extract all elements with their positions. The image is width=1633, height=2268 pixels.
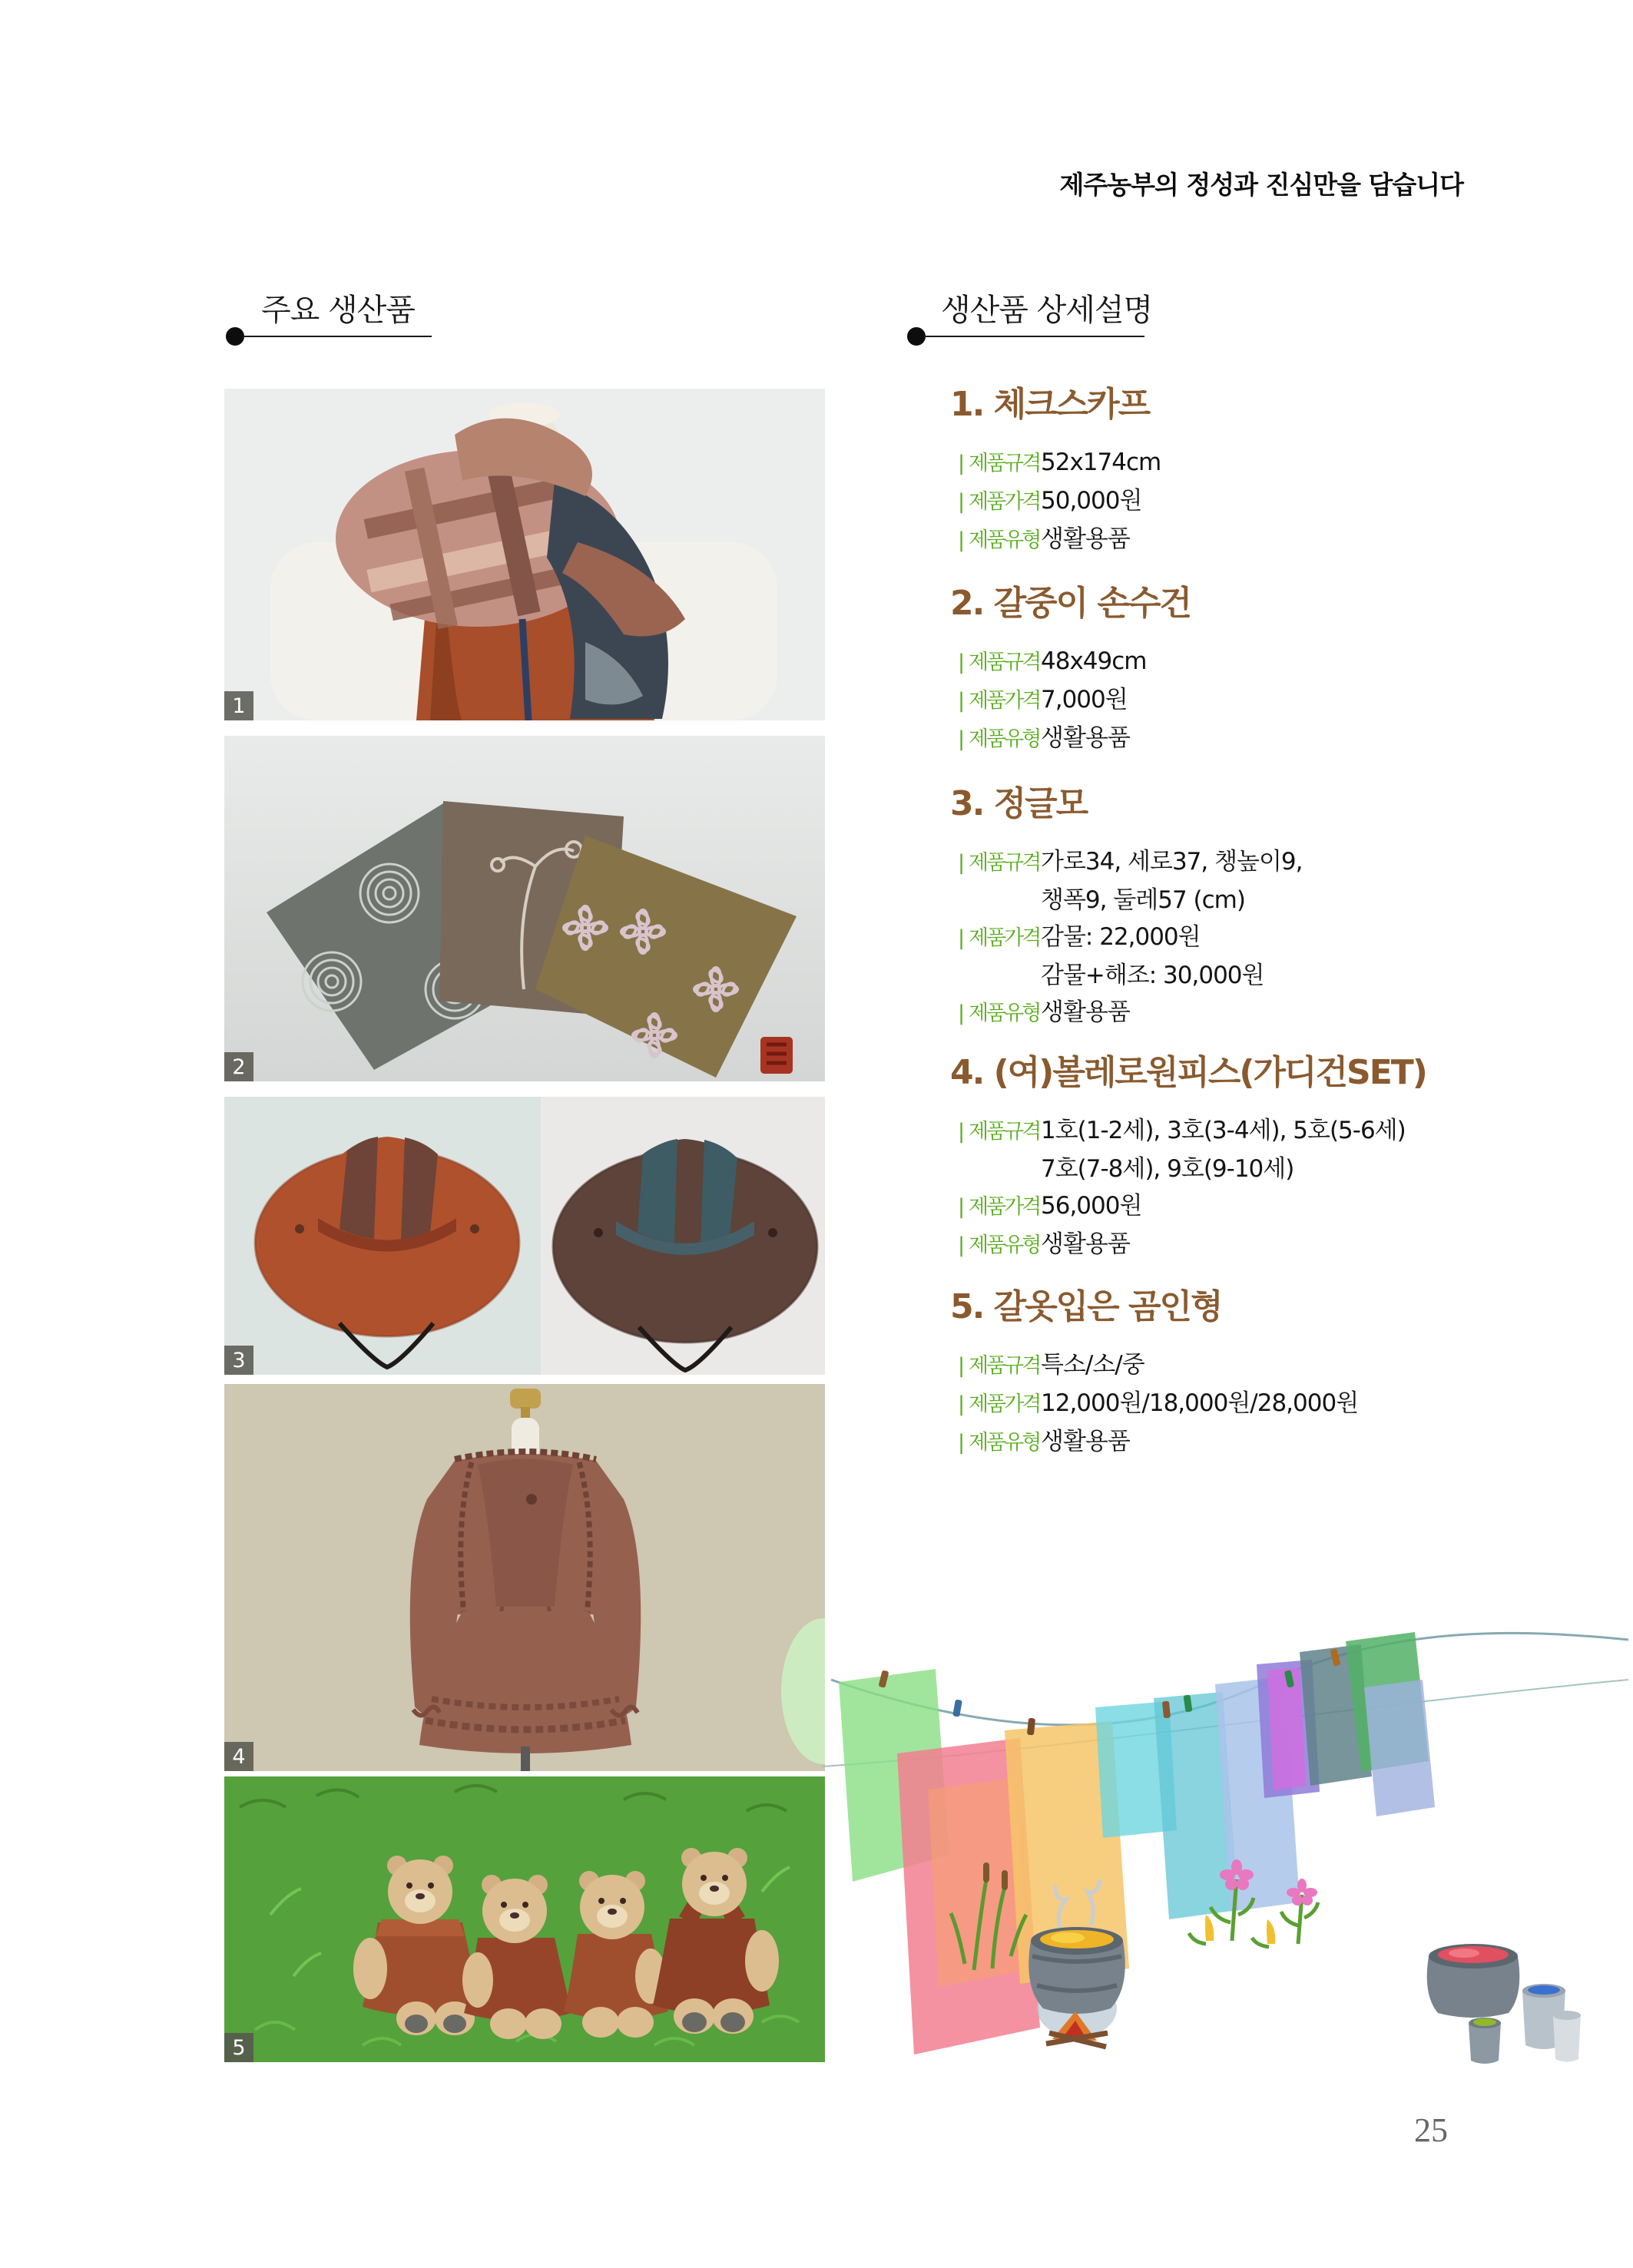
row-bar: | xyxy=(958,1431,966,1455)
page-number: 25 xyxy=(1414,2111,1448,2149)
row-label: 제품유형 xyxy=(969,1002,1040,1025)
row-value: 생활용품 xyxy=(1041,1230,1130,1258)
row-bar: | xyxy=(958,1354,966,1378)
section-rule xyxy=(243,336,432,337)
row-label: 제품가격 xyxy=(969,926,1040,950)
hats-photo-art xyxy=(224,1097,825,1375)
row-label: 제품유형 xyxy=(969,528,1040,552)
price-row xyxy=(950,1187,1626,1226)
photo-number-badge: 1 xyxy=(224,691,253,720)
section-bullet-icon xyxy=(226,327,244,346)
spec-row xyxy=(950,643,1626,681)
row-value: 생활용품 xyxy=(1041,525,1130,553)
row-value: 가로34, 세로37, 챙높이9, xyxy=(1041,848,1303,876)
type-row xyxy=(950,521,1626,559)
spec-row xyxy=(950,1346,1626,1385)
clothesline-art xyxy=(822,1609,1633,2064)
price-row xyxy=(950,1385,1626,1423)
dress-photo-art xyxy=(224,1384,825,1771)
row-value: 생활용품 xyxy=(1041,724,1130,752)
photo-number-badge: 3 xyxy=(224,1346,253,1375)
spec-row xyxy=(950,444,1626,482)
row-bar: | xyxy=(958,1195,966,1219)
row-label: 제품가격 xyxy=(969,1392,1040,1416)
row-label: 제품규격 xyxy=(969,452,1040,475)
row-label: 제품가격 xyxy=(969,689,1040,713)
row-bar: | xyxy=(958,851,966,875)
row-label: 제품가격 xyxy=(969,1195,1040,1219)
type-row xyxy=(950,720,1626,758)
handkerchiefs-photo-art xyxy=(224,736,825,1081)
row-value: 챙폭9, 둘레57 (cm) xyxy=(1041,886,1245,914)
product-detail-5 xyxy=(950,1289,1626,1462)
type-row xyxy=(950,1226,1626,1264)
row-bar: | xyxy=(958,926,966,950)
product-title: 4. (여)볼레로원피스(가디건SET) xyxy=(950,1053,1426,1092)
scarf-photo-art xyxy=(224,389,825,720)
row-bar: | xyxy=(958,528,966,552)
product-detail-3 xyxy=(950,786,1626,1032)
bears-photo-art xyxy=(224,1776,825,2062)
row-bar: | xyxy=(958,1392,966,1416)
product-photo-dress xyxy=(224,1384,825,1771)
price-row xyxy=(950,919,1626,957)
row-label: 제품규격 xyxy=(969,1120,1040,1144)
type-row xyxy=(950,994,1626,1032)
section-bullet-icon xyxy=(907,327,926,346)
row-bar: | xyxy=(958,452,966,475)
section-rule xyxy=(924,336,1144,337)
product-photo-handkerchiefs xyxy=(224,736,825,1081)
photo-number-badge: 5 xyxy=(224,2033,253,2062)
row-value: 감물: 22,000원 xyxy=(1041,923,1201,951)
row-value: 생활용품 xyxy=(1041,998,1130,1026)
product-photo-hats xyxy=(224,1097,825,1375)
right-section-title: 생산품 상세설명 xyxy=(941,293,1153,328)
product-title: 3. 정글모 xyxy=(950,784,1088,823)
row-bar: | xyxy=(958,1002,966,1025)
row-value: 52x174cm xyxy=(1041,449,1161,476)
row-label: 제품유형 xyxy=(969,1431,1040,1455)
row-value: 56,000원 xyxy=(1041,1192,1142,1220)
row-value: 1호(1-2세), 3호(3-4세), 5호(5-6세) xyxy=(1041,1117,1406,1144)
spec-row xyxy=(950,843,1626,882)
row-label: 제품규격 xyxy=(969,651,1040,674)
running-header: 제주농부의 정성과 진심만을 담습니다 xyxy=(1059,170,1463,200)
price-row xyxy=(950,482,1626,521)
type-row xyxy=(950,1423,1626,1462)
row-label: 제품유형 xyxy=(969,727,1040,751)
dyeing-clothesline-illustration xyxy=(822,1609,1633,2064)
row-bar: | xyxy=(958,1233,966,1257)
row-value: 특소/소/중 xyxy=(1041,1351,1144,1379)
photo-number-badge: 2 xyxy=(224,1052,253,1081)
dye-bowls-icon xyxy=(1427,1944,1581,2064)
row-value: 12,000원/18,000원/28,000원 xyxy=(1041,1389,1359,1417)
product-title: 2. 갈중이 손수건 xyxy=(950,584,1191,623)
spec-row-cont xyxy=(950,882,1626,919)
price-row xyxy=(950,681,1626,720)
price-row-cont xyxy=(950,957,1626,994)
row-value: 생활용품 xyxy=(1041,1428,1130,1455)
row-bar: | xyxy=(958,727,966,751)
spec-row-cont xyxy=(950,1151,1626,1187)
row-value: 감물+해조: 30,000원 xyxy=(1041,962,1264,989)
row-label: 제품가격 xyxy=(969,490,1040,514)
row-bar: | xyxy=(958,1120,966,1144)
product-title: 1. 체크스카프 xyxy=(950,385,1150,424)
product-detail-1 xyxy=(950,386,1626,559)
spec-row xyxy=(950,1112,1626,1151)
row-value: 7호(7-8세), 9호(9-10세) xyxy=(1041,1155,1294,1183)
row-label: 제품규격 xyxy=(969,1354,1040,1378)
row-bar: | xyxy=(958,490,966,514)
row-label: 제품규격 xyxy=(969,851,1040,875)
row-bar: | xyxy=(958,689,966,713)
product-detail-2 xyxy=(950,585,1626,758)
product-photo-bears xyxy=(224,1776,825,2062)
row-value: 48x49cm xyxy=(1041,647,1147,675)
product-detail-4 xyxy=(950,1055,1626,1264)
product-title: 5. 갈옷입은 곰인형 xyxy=(950,1287,1222,1326)
row-label: 제품유형 xyxy=(969,1233,1040,1257)
row-bar: | xyxy=(958,651,966,674)
product-photo-scarf xyxy=(224,389,825,720)
photo-number-badge: 4 xyxy=(224,1742,253,1771)
row-value: 7,000원 xyxy=(1041,686,1128,714)
left-section-title: 주요 생산품 xyxy=(261,293,415,328)
row-value: 50,000원 xyxy=(1041,487,1142,515)
